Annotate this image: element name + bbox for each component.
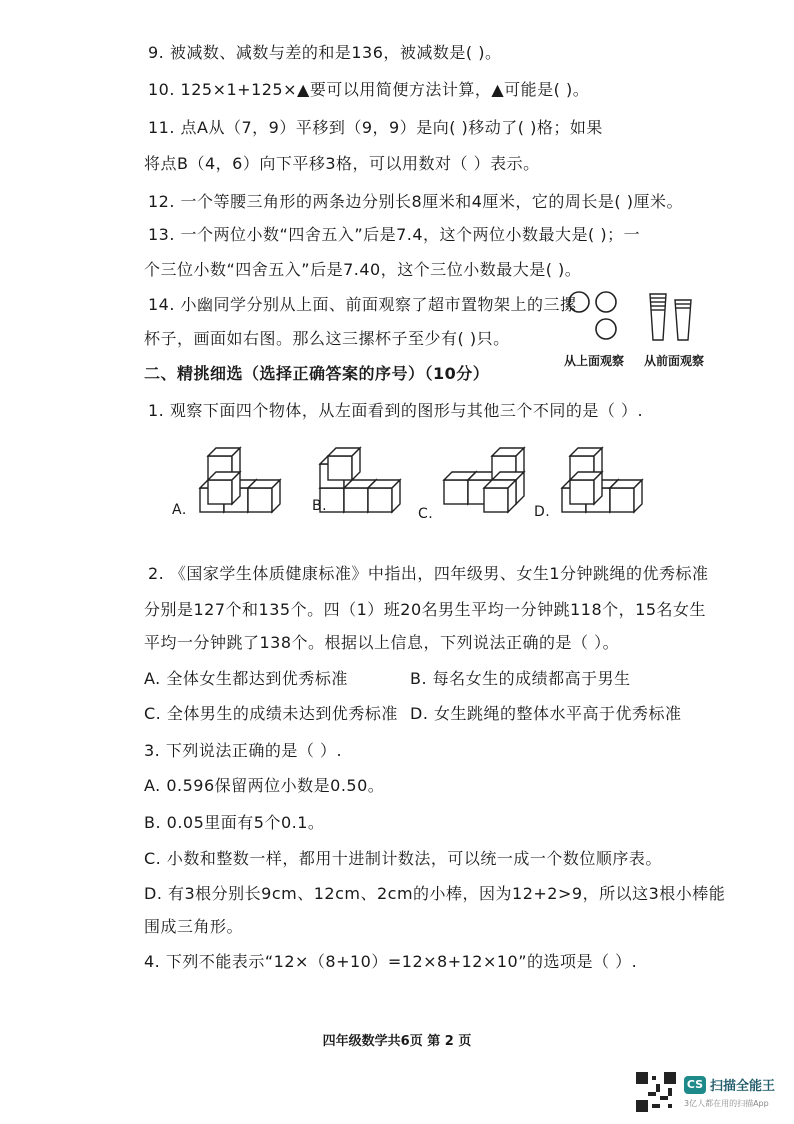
figure-d xyxy=(562,448,642,512)
section-2-heading: 二、精挑细选（选择正确答案的序号）（10分） xyxy=(144,364,490,383)
question-11-line1: 11. 点A从（7，9）平移到（9，9）是向( )移动了( )格；如果 xyxy=(148,118,603,137)
page-footer: 四年级数学共6页 第 2 页 xyxy=(322,1034,472,1049)
mc2-option-b: B. 每名女生的成绩都高于男生 xyxy=(410,669,631,688)
mc-question-4: 4. 下列不能表示“12×（8+10）=12×8+12×10”的选项是（ ）. xyxy=(144,952,638,971)
mc-question-2-line3: 平均一分钟跳了138个。根据以上信息，下列说法正确的是（ ）。 xyxy=(144,633,620,652)
cup-top-circle xyxy=(596,319,616,339)
figure-c xyxy=(444,448,524,512)
scanner-logo-icon: CS xyxy=(684,1076,706,1094)
cup-stack-right xyxy=(675,300,691,340)
question-11-line2: 将点B（4，6）向下平移3格，可以用数对（ ）表示。 xyxy=(144,154,540,173)
cups-top-label: 从上面观察 xyxy=(564,354,625,368)
mc2-option-d: D. 女生跳绳的整体水平高于优秀标准 xyxy=(410,704,682,723)
question-14-line2: 杯子，画面如右图。那么这三摞杯子至少有( )只。 xyxy=(144,329,510,348)
mc3-option-c: C. 小数和整数一样，都用十进制计数法，可以统一成一个数位顺序表。 xyxy=(144,849,662,868)
scanner-brand: 扫描全能王 xyxy=(710,1079,776,1094)
mc3-option-d-line1: D. 有3根分别长9cm、12cm、2cm的小棒，因为12+2>9，所以这3根小棒能 xyxy=(144,884,726,903)
scanner-tagline: 3亿人都在用的扫描App xyxy=(684,1099,769,1108)
cup-top-circle xyxy=(596,292,616,312)
cube-figures xyxy=(170,438,650,528)
mc3-option-d-line2: 围成三角形。 xyxy=(144,917,244,936)
figure-c-label: C. xyxy=(418,506,434,522)
question-13-line2: 个三位小数“四舍五入”后是7.40，这个三位小数最大是( )。 xyxy=(144,260,582,279)
mc-question-2-line1: 2. 《国家学生体质健康标准》中指出，四年级男、女生1分钟跳绳的优秀标准 xyxy=(148,564,709,583)
figure-b-label: B. xyxy=(312,498,328,514)
figure-a-label: A. xyxy=(172,502,187,518)
mc-question-1: 1. 观察下面四个物体，从左面看到的图形与其他三个不同的是（ ）. xyxy=(148,401,644,420)
mc2-option-a: A. 全体女生都达到优秀标准 xyxy=(144,669,348,688)
mc-question-2-line2: 分别是127个和135个。四（1）班20名男生平均一分钟跳118个，15名女生 xyxy=(144,600,707,619)
cup-top-circle xyxy=(569,292,589,312)
figure-b xyxy=(320,448,400,512)
question-14-line1: 14. 小幽同学分别从上面、前面观察了超市置物架上的三摞 xyxy=(148,295,577,314)
qr-code-icon xyxy=(636,1072,676,1112)
cup-stack-left xyxy=(650,294,666,340)
cups-front-label: 从前面观察 xyxy=(644,354,705,368)
question-12: 12. 一个等腰三角形的两条边分别长8厘米和4厘米，它的周长是( )厘米。 xyxy=(148,192,683,211)
mc3-option-a: A. 0.596保留两位小数是0.50。 xyxy=(144,776,385,795)
figure-a xyxy=(200,448,280,512)
mc2-option-c: C. 全体男生的成绩未达到优秀标准 xyxy=(144,704,398,723)
question-10: 10. 125×1+125×▲要可以用简便方法计算，▲可能是( )。 xyxy=(148,80,590,99)
mc3-option-b: B. 0.05里面有5个0.1。 xyxy=(144,813,325,832)
mc-question-3: 3. 下列说法正确的是（ ）. xyxy=(144,741,343,760)
question-9: 9. 被减数、减数与差的和是136，被减数是( )。 xyxy=(148,43,502,62)
figure-d-label: D. xyxy=(534,504,551,520)
question-13-line1: 13. 一个两位小数“四舍五入”后是7.4，这个两位小数最大是( )；一 xyxy=(148,225,641,244)
